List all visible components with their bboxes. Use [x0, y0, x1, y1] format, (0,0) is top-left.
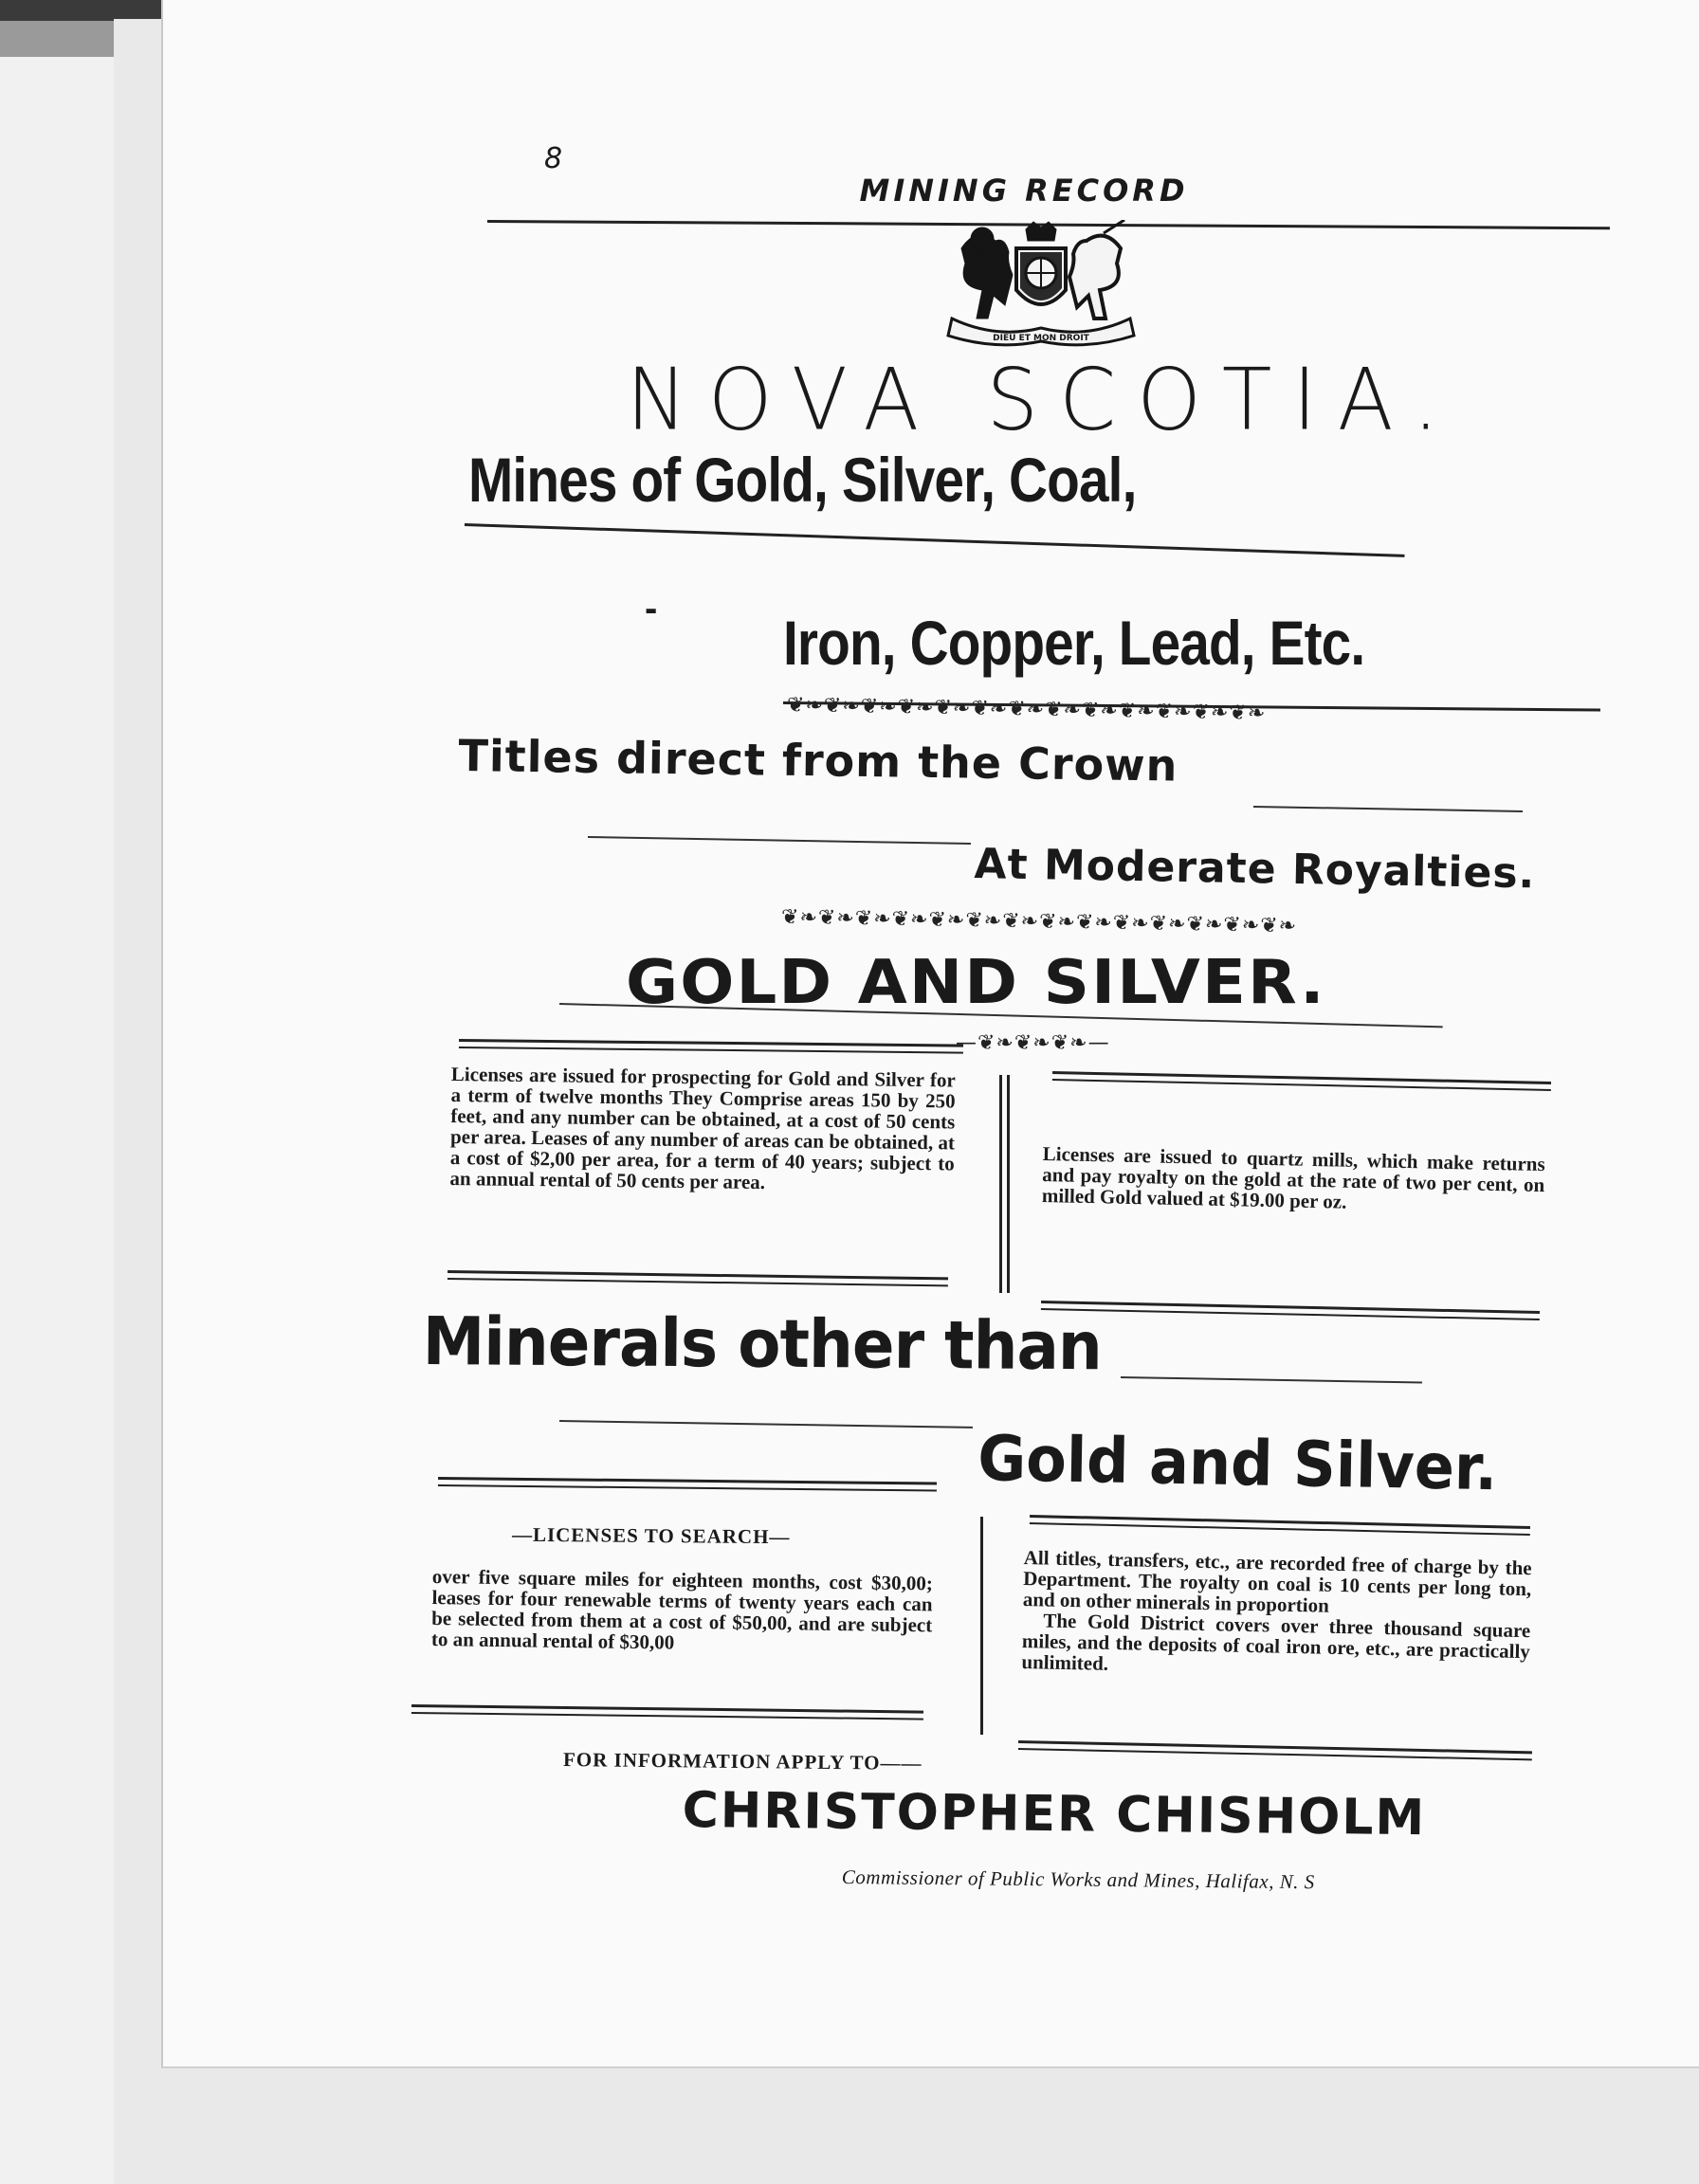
gold-column-divider	[999, 1075, 1002, 1293]
contact-office: Commissioner of Public Works and Mines, Halifax, N. S	[841, 1866, 1315, 1894]
tagline-line-2: At Moderate Royalties.	[974, 840, 1536, 899]
other-minerals-heading-1: Minerals other than	[422, 1302, 1103, 1386]
prospecting-licenses-text: Licenses are issued for prospecting for Gold and Silver for a term of twelve months They Comprise areas 150 by 250 feet, and any number can be obtained, at a cost of 50 cents per area. Leases of any number of areas can be obtained, at a cost of $2,00 per area, for a term of 40 years; subject to an annual rental of 50 cents per area.	[449, 1063, 956, 1194]
gold-district-text: The Gold District covers over three thousand square miles, and the deposits of coal iron ore, etc., are practically unlimited.	[1021, 1609, 1531, 1675]
ornament-small: —❦❧❦❧❦❧—	[956, 1031, 1110, 1055]
gold-column-divider-2	[1007, 1075, 1010, 1293]
contact-name: CHRISTOPHER CHISHOLM	[682, 1782, 1427, 1847]
headline-mines-line-2: Iron, Copper, Lead, Etc.	[783, 608, 1365, 678]
titles-transfers-text: All titles, transfers, etc., are recorded free of charge by the Department. The royalty on coal is 10 cents per long ton, and on other minerals in proportion	[1022, 1546, 1532, 1617]
headline-mines-line-1: Mines of Gold, Silver, Coal,	[468, 445, 1137, 515]
headline-dash: -	[645, 588, 658, 629]
licenses-to-search-text: over five square miles for eighteen months, cost $30,00; leases for four renewable terms of twenty years each can be selected from them at a cost of $50,00, and are subject to an annual rental of $30,00	[430, 1565, 933, 1654]
tagline-line-1: Titles direct from the Crown	[458, 730, 1178, 792]
running-title: MINING RECORD	[859, 173, 1189, 209]
other-minerals-heading-2: Gold and Silver.	[977, 1422, 1498, 1505]
royal-coat-of-arms-icon	[939, 220, 1143, 351]
gold-silver-heading: GOLD AND SILVER.	[626, 948, 1326, 1018]
ornament-divider-1: ❦❧❦❧❦❧❦❧❦❧❦❧❦❧❦❧❦❧❦❧❦❧❦❧❦❧	[786, 693, 1267, 726]
apply-line: FOR INFORMATION APPLY TO——	[562, 1748, 923, 1774]
page-number: 8	[544, 142, 563, 175]
headline-region: NOVA SCOTIA.	[626, 350, 1460, 450]
titles-transfers-block	[1021, 1547, 1532, 1683]
licenses-to-search-heading: —LICENSES TO SEARCH—	[511, 1522, 791, 1549]
emblem-motto: DIEU ET MON DROIT	[993, 334, 1089, 343]
ornament-divider-2: ❦❧❦❧❦❧❦❧❦❧❦❧❦❧❦❧❦❧❦❧❦❧❦❧❦❧❦❧	[780, 905, 1298, 938]
quartz-mills-text: Licenses are issued to quartz mills, which make returns and pay royalty on the gold at the rate of two per cent, on milled Gold valued at $19.00 per oz.	[1041, 1142, 1545, 1213]
minerals-column-divider	[980, 1517, 983, 1735]
